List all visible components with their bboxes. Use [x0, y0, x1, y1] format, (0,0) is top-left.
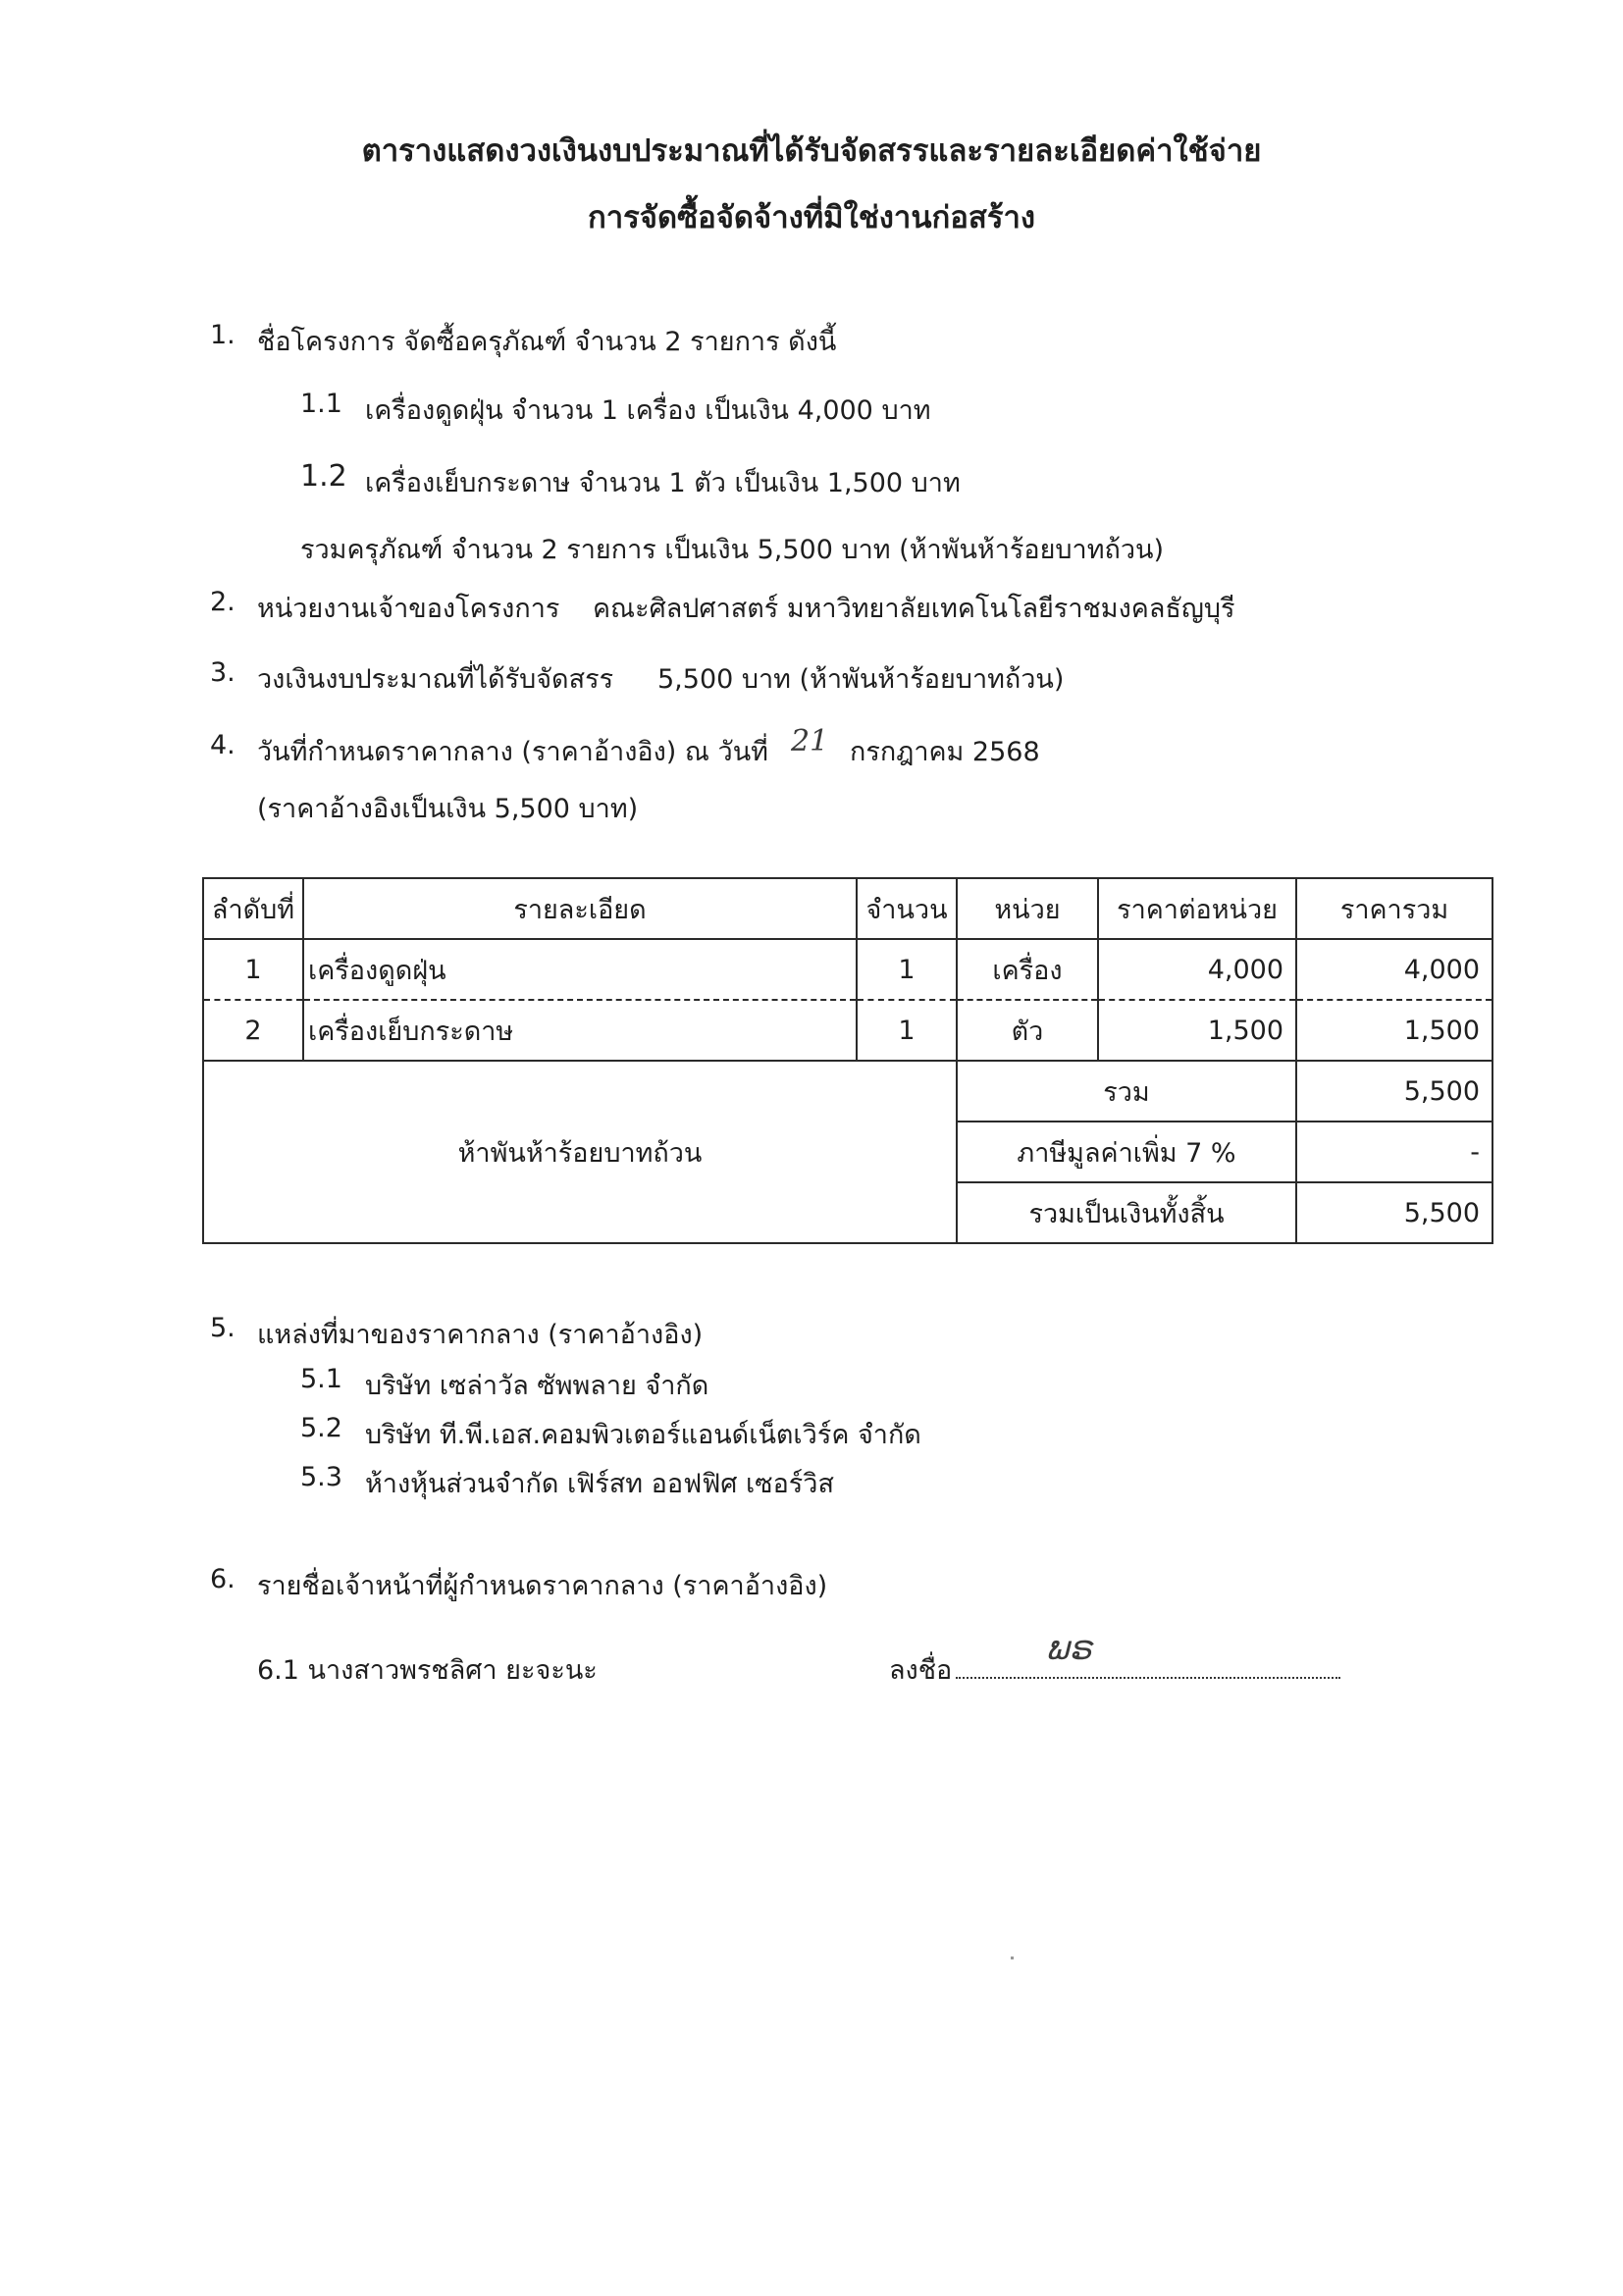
header-quantity: จำนวน: [857, 878, 957, 939]
header-total-price: ราคารวม: [1296, 878, 1492, 939]
scan-speck: [1011, 1957, 1014, 1959]
item-1-1-number: 1.1: [300, 389, 342, 419]
header-sequence: ลำดับที่: [203, 878, 303, 939]
item-4-month-year: กรกฎาคม 2568: [850, 737, 1040, 767]
item-1-2-text: เครื่องเย็บกระดาษ จำนวน 1 ตัว เป็นเงิน 1,500 บาท: [365, 468, 961, 498]
item-4-label: วันที่กำหนดราคากลาง (ราคาอ้างอิง) ณ วันที่: [257, 737, 768, 767]
item-2-value: คณะศิลปศาสตร์ มหาวิทยาลัยเทคโนโลยีราชมงคลธัญบุรี: [593, 594, 1235, 624]
item-3-label: วงเงินงบประมาณที่ได้รับจัดสรร: [257, 664, 614, 695]
grand-total-value: 5,500: [1296, 1182, 1492, 1243]
header-unit-price: ราคาต่อหน่วย: [1098, 878, 1296, 939]
signature-dotted-line: [956, 1653, 1340, 1679]
subtotal-value: 5,500: [1296, 1061, 1492, 1122]
item-3-value: 5,500 บาท (ห้าพันห้าร้อยบาทถ้วน): [657, 664, 1065, 695]
source-5-3-number: 5.3: [300, 1462, 342, 1492]
row-1-sequence: 1: [203, 939, 303, 1000]
official-6-1-name: 6.1 นางสาวพรชลิศา ยะจะนะ: [257, 1655, 598, 1686]
document-title-line1: ตารางแสดงวงเงินงบประมาณที่ได้รับจัดสรรและรายละเอียดค่าใช้จ่าย: [361, 133, 1262, 169]
item-2-number: 2.: [210, 587, 236, 617]
table-row: [203, 939, 1492, 1000]
source-5-1-text: บริษัท เซล่าวัล ซัพพลาย จำกัด: [365, 1371, 709, 1401]
vat-label: ภาษีมูลค่าเพิ่ม 7 %: [957, 1122, 1296, 1182]
table-row: [203, 1000, 1492, 1061]
item-4-reference-amount: (ราคาอ้างอิงเป็นเงิน 5,500 บาท): [257, 794, 639, 824]
row-2-unit: ตัว: [957, 1000, 1098, 1061]
table-header-row: [203, 878, 1492, 939]
item-2-label: หน่วยงานเจ้าของโครงการ: [257, 594, 560, 624]
item-6-number: 6.: [210, 1564, 236, 1594]
row-1-quantity: 1: [857, 939, 957, 1000]
item-1-summary: รวมครุภัณฑ์ จำนวน 2 รายการ เป็นเงิน 5,500 บาท (ห้าพันห้าร้อยบาทถ้วน): [300, 535, 1165, 565]
item-3-number: 3.: [210, 657, 236, 688]
source-5-2-number: 5.2: [300, 1413, 342, 1443]
item-5-heading: แหล่งที่มาของราคากลาง (ราคาอ้างอิง): [257, 1320, 704, 1350]
item-1-text: ชื่อโครงการ จัดซื้อครุภัณฑ์ จำนวน 2 รายการ ดังนี้: [257, 327, 837, 357]
signature-field: [889, 1648, 1340, 1691]
item-1-2-number: 1.2: [300, 459, 347, 494]
source-5-2-text: บริษัท ที.พี.เอส.คอมพิวเตอร์แอนด์เน็ตเวิร์ค จำกัด: [365, 1420, 921, 1450]
item-4-number: 4.: [210, 730, 236, 760]
row-2-unit-price: 1,500: [1098, 1000, 1296, 1061]
item-5-number: 5.: [210, 1313, 236, 1343]
source-5-1-number: 5.1: [300, 1364, 342, 1394]
document-title-line2: การจัดซื้อจัดจ้างที่มิใช่งานก่อสร้าง: [587, 200, 1036, 235]
signature-label: ลงชื่อ: [889, 1655, 953, 1686]
source-5-3-text: ห้างหุ้นส่วนจำกัด เฟิร์สท ออฟฟิศ เซอร์วิส: [365, 1469, 834, 1499]
row-1-total-price: 4,000: [1296, 939, 1492, 1000]
amount-in-words: ห้าพันห้าร้อยบาทถ้วน: [203, 1061, 957, 1243]
header-description: รายละเอียด: [303, 878, 857, 939]
row-2-total-price: 1,500: [1296, 1000, 1492, 1061]
item-1-number: 1.: [210, 320, 236, 350]
handwritten-signature: ພຣ: [1046, 1629, 1092, 1668]
row-1-description: เครื่องดูดฝุ่น: [303, 939, 857, 1000]
grand-total-label: รวมเป็นเงินทั้งสิ้น: [957, 1182, 1296, 1243]
item-6-heading: รายชื่อเจ้าหน้าที่ผู้กำหนดราคากลาง (ราคาอ้างอิง): [257, 1571, 828, 1601]
subtotal-label: รวม: [957, 1061, 1296, 1122]
item-4-day-handwritten: 21: [791, 724, 829, 758]
row-2-quantity: 1: [857, 1000, 957, 1061]
price-table: [202, 877, 1493, 1244]
item-1-1-text: เครื่องดูดฝุ่น จำนวน 1 เครื่อง เป็นเงิน 4,000 บาท: [365, 395, 931, 426]
header-unit: หน่วย: [957, 878, 1098, 939]
row-2-sequence: 2: [203, 1000, 303, 1061]
summary-row-subtotal: [203, 1061, 1492, 1122]
row-2-description: เครื่องเย็บกระดาษ: [303, 1000, 857, 1061]
row-1-unit-price: 4,000: [1098, 939, 1296, 1000]
row-1-unit: เครื่อง: [957, 939, 1098, 1000]
vat-value: -: [1296, 1122, 1492, 1182]
